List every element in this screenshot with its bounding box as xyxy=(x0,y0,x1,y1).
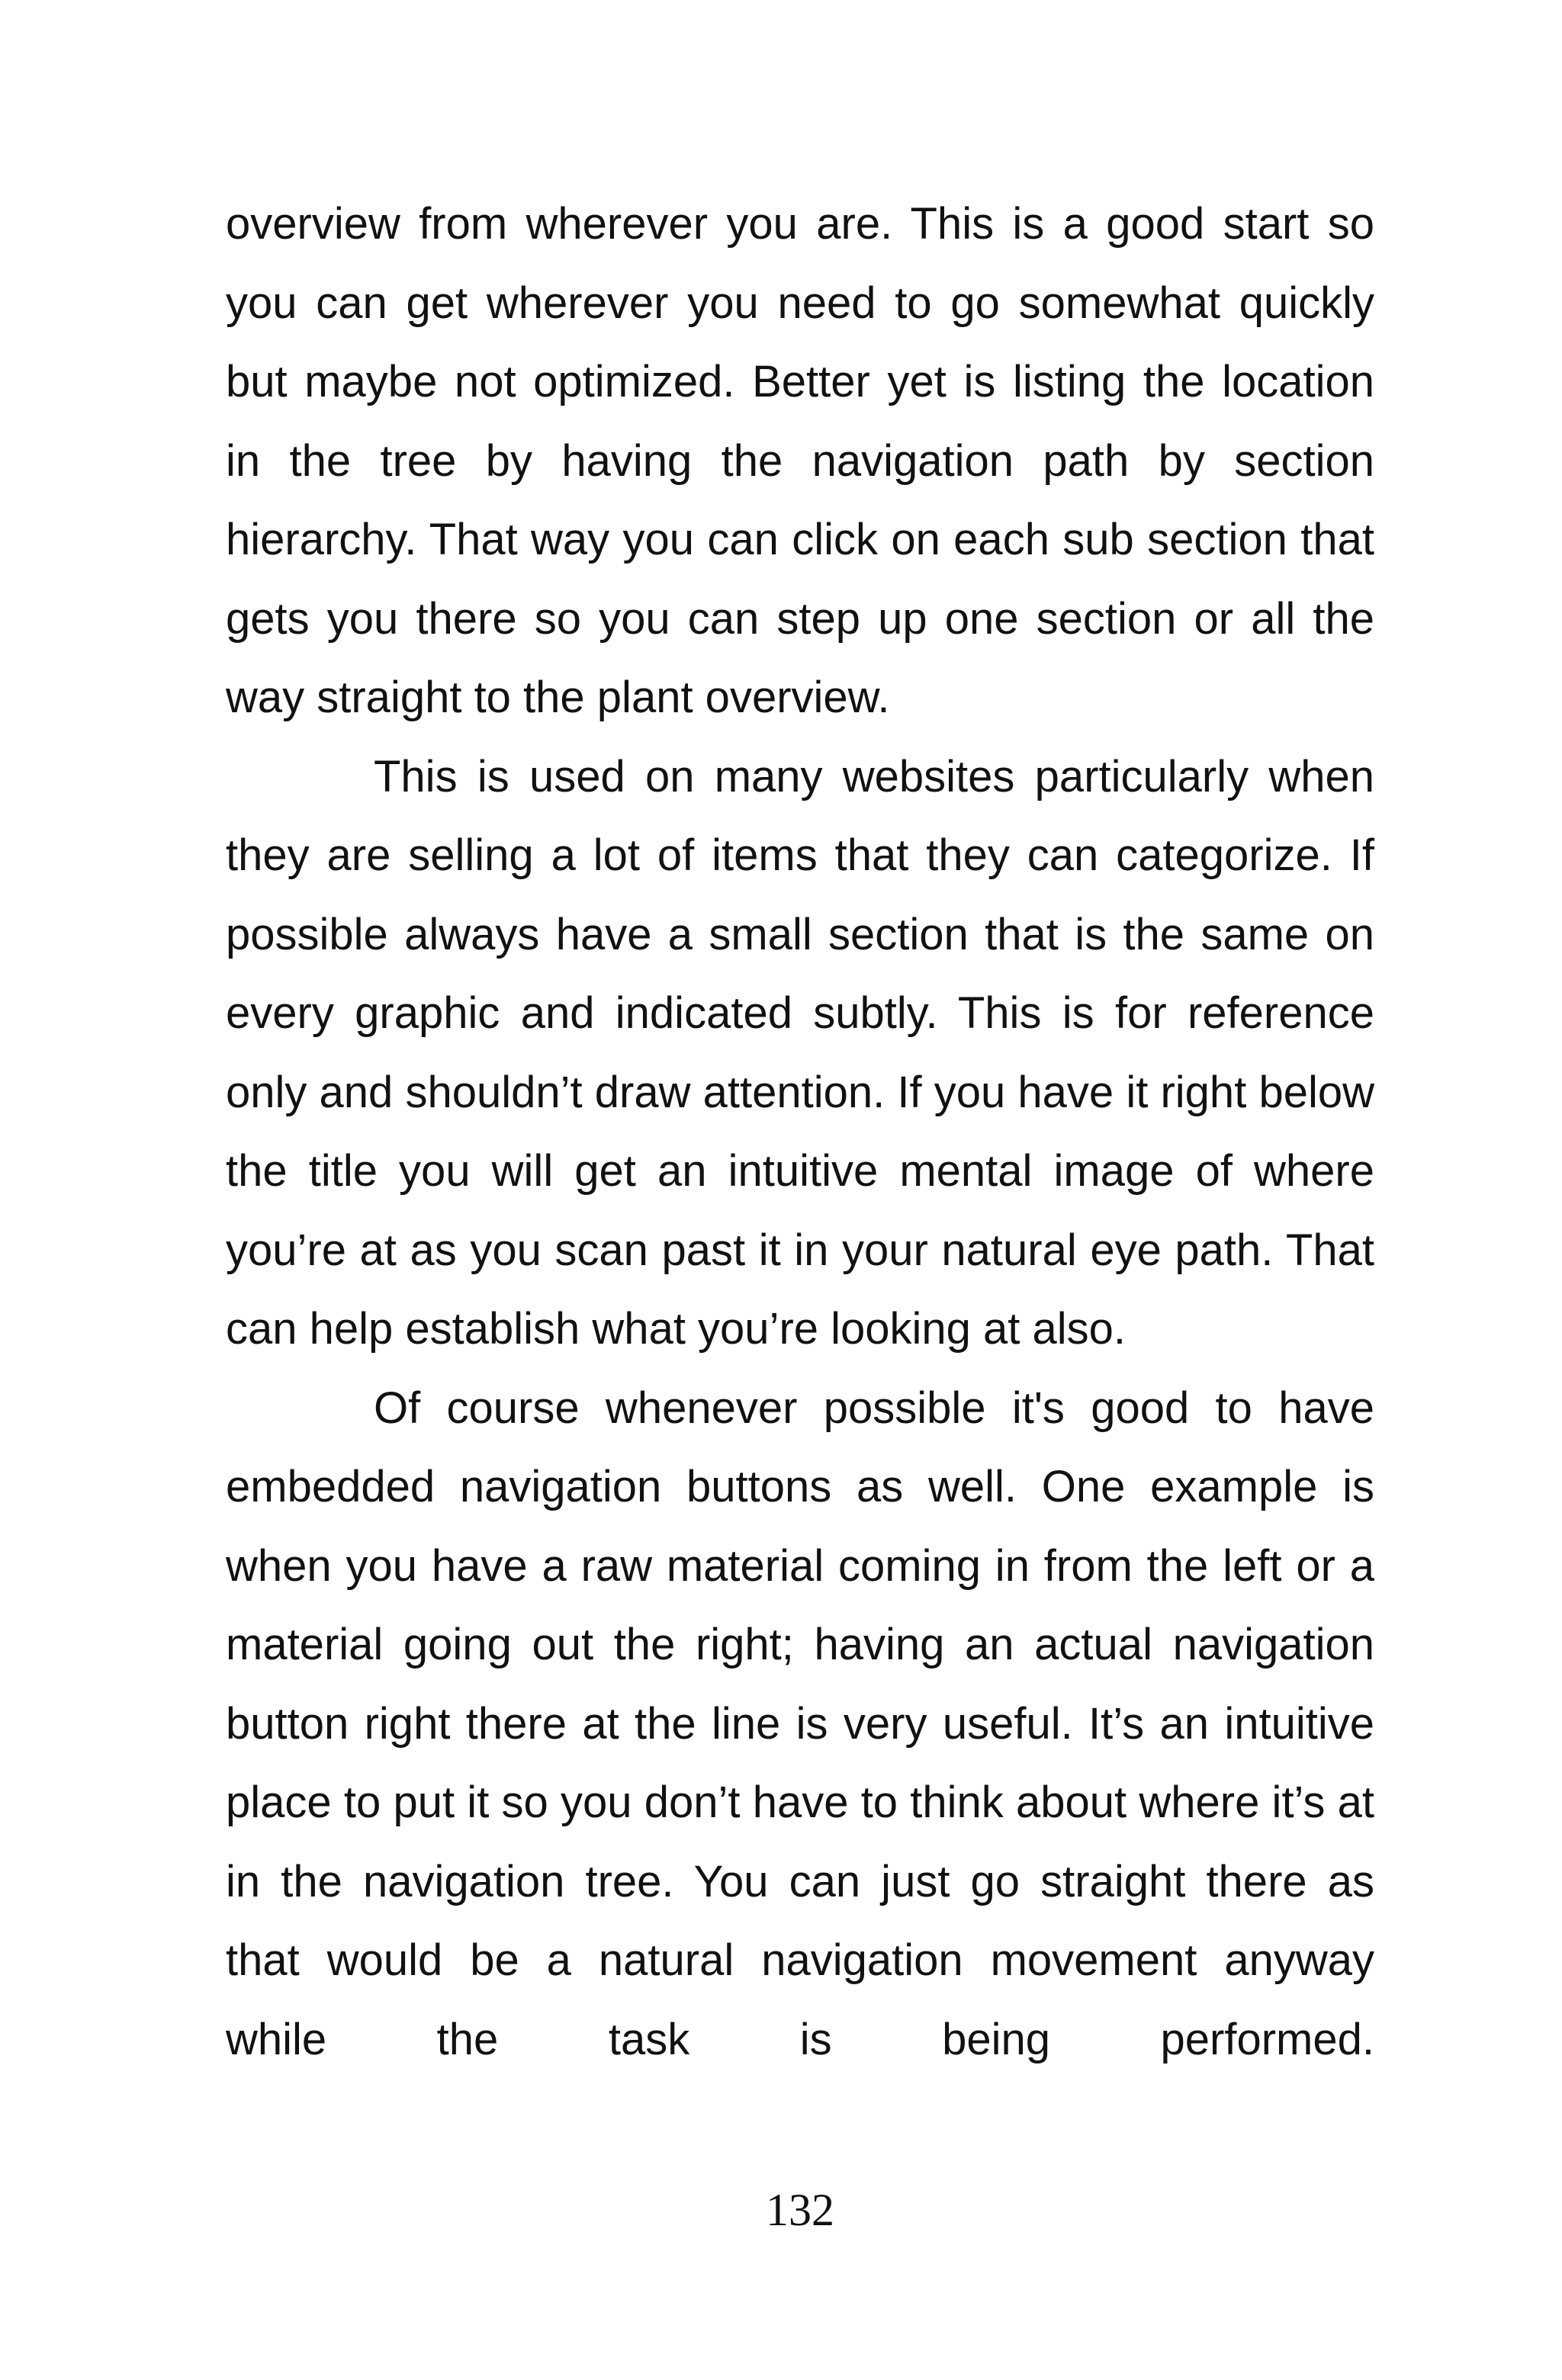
body-text xyxy=(226,185,1374,2079)
paragraph: Of course whenever possible it's good to have embedded navigation buttons as well. One example is when you have a raw material coming in from the left or a material going out the right; having an actual navigation button right there at the line is very useful. It’s an intuitive place to put it so you don’t have to think about where it’s at in the navigation tree. You can just go straight there as that would be a natural navigation movement anyway while the task is being performed. xyxy=(226,1383,1374,2064)
paragraph: This is used on many websites particularly when they are selling a lot of items that they can categorize. If possible always have a small section that is the same on every graphic and indicated subtly. This is for reference only and shouldn’t draw attention. If you have it right below the title you will get an intuitive mental image of where you’re at as you scan past it in your natural eye path. That can help establish what you’re looking at also. xyxy=(226,751,1374,1354)
paragraph-continued: overview from wherever you are. This is a good start so you can get wherever you need to go somewhat quickly but maybe not optimized. Better yet is listing the location in the tree by having the navigation path by section hierarchy. That way you can click on each sub section that gets you there so you can step up one section or all the way straight to the plant overview. xyxy=(226,199,1374,722)
page-number: 132 xyxy=(766,2185,834,2235)
